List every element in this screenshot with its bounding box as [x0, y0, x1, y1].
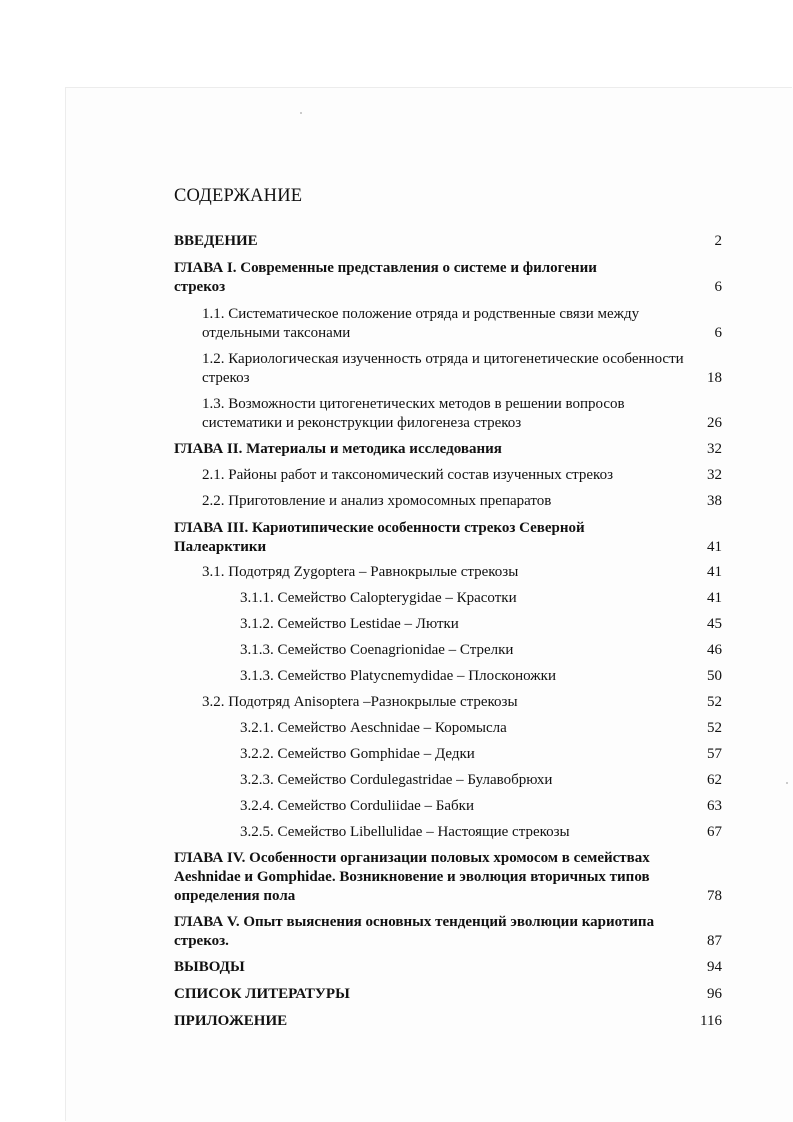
toc-entry-3-2-4: [174, 797, 722, 816]
toc-entry-text: 3.2.5. Семейство Libellulidae – Настоящие стрекозы: [240, 824, 570, 840]
toc-entry-page: 41: [707, 590, 722, 606]
scan-speck: [300, 112, 302, 114]
toc-entry-page: 63: [707, 798, 722, 814]
toc-entry-text: ВЫВОДЫ: [174, 959, 245, 975]
toc-entry-chapter-5: [174, 913, 722, 951]
toc-entry-3-1-2: [174, 615, 722, 634]
toc-entry-page: 32: [707, 441, 722, 457]
toc-entry-text: СПИСОК ЛИТЕРАТУРЫ: [174, 986, 350, 1002]
toc-entry-text: 3.2.4. Семейство Corduliidae – Бабки: [240, 798, 475, 814]
toc-entry-text: 3.2.1. Семейство Aeschnidae – Коромысла: [240, 720, 507, 736]
toc-entry-conclusions: [174, 958, 722, 977]
toc-entry-chapter-2: [174, 440, 722, 459]
toc-entry-text: ГЛАВА IV. Особенности организации половых хромосом в семействах Aeshnidae и Gomphidae. Возникновение и эволюция вторичных типов определения пола: [174, 850, 650, 904]
toc-entry-page: 26: [707, 415, 722, 431]
toc-entry-2-2: [174, 492, 722, 511]
toc-entry-text: 3.2. Подотряд Anisoptera –Разнокрылые стрекозы: [202, 694, 518, 710]
toc-entry-page: 50: [707, 668, 722, 684]
toc-entry-page: 57: [707, 746, 722, 762]
toc-entry-2-1: [174, 466, 722, 485]
toc-entry-3-1-3: [174, 641, 722, 660]
toc-entry-text: 1.3. Возможности цитогенетических методов в решении вопросов систематики и реконструкции филогенеза стрекоз: [202, 396, 625, 431]
toc-entry-page: 46: [707, 642, 722, 658]
toc-entry-introduction: [174, 232, 722, 251]
toc-entry-3-2: [174, 693, 722, 712]
toc-entry-page: 41: [707, 539, 722, 555]
toc-entry-text: 3.1.1. Семейство Calopterygidae – Красотки: [240, 590, 517, 606]
toc-entry-appendix: [174, 1012, 722, 1031]
toc-entry-text: ГЛАВА II. Материалы и методика исследования: [174, 441, 502, 457]
toc-entry-page: 41: [707, 564, 722, 580]
toc-entry-3-2-2: [174, 745, 722, 764]
toc-entry-1-1: [174, 305, 722, 343]
toc-entry-text: ГЛАВА I. Современные представления о системе и филогении стрекоз: [174, 260, 597, 295]
toc-entry-page: 18: [707, 370, 722, 386]
toc-entry-page: 87: [707, 933, 722, 949]
toc-entry-references: [174, 985, 722, 1004]
toc-entry-page: 116: [700, 1013, 722, 1029]
toc-entry-3-2-3: [174, 771, 722, 790]
toc-entry-text: ВВЕДЕНИЕ: [174, 233, 258, 249]
toc-entry-text: ГЛАВА III. Кариотипические особенности стрекоз Северной Палеарктики: [174, 520, 585, 555]
scan-speck: [786, 782, 788, 784]
toc-entry-text: ГЛАВА V. Опыт выяснения основных тенденций эволюции кариотипа стрекоз.: [174, 914, 655, 949]
toc-entry-3-2-1: [174, 719, 722, 738]
toc-entry-page: 38: [707, 493, 722, 509]
page-title: СОДЕРЖАНИЕ: [174, 186, 303, 206]
toc-entry-text: ПРИЛОЖЕНИЕ: [174, 1013, 288, 1029]
toc-entry-3-1: [174, 563, 722, 582]
toc-entry-text: 3.1.3. Семейство Coenagrionidae – Стрелки: [240, 642, 514, 658]
toc-entry-chapter-1: [174, 259, 722, 297]
toc-entry-page: 94: [707, 959, 722, 975]
toc-entry-page: 6: [714, 279, 722, 295]
toc-entry-text: 2.1. Районы работ и таксономический состав изученных стрекоз: [202, 467, 614, 483]
toc-entry-text: 3.2.3. Семейство Cordulegastridae – Булавобрюхи: [240, 772, 553, 788]
toc-entry-1-3: [174, 395, 722, 433]
toc-entry-page: 45: [707, 616, 722, 632]
toc-entry-3-1-1: [174, 589, 722, 608]
toc-entry-text: 3.1. Подотряд Zygoptera – Равнокрылые стрекозы: [202, 564, 519, 580]
toc-entry-text: 3.1.3. Семейство Platycnemydidae – Плосконожки: [240, 668, 556, 684]
toc-entry-text: 1.1. Систематическое положение отряда и родственные связи между отдельными таксонами: [202, 306, 640, 341]
toc-entry-page: 52: [707, 694, 722, 710]
toc-entry-page: 32: [707, 467, 722, 483]
toc-entry-text: 3.1.2. Семейство Lestidae – Лютки: [240, 616, 459, 632]
toc-entry-text: 1.2. Кариологическая изученность отряда и цитогенетические особенности стрекоз: [202, 351, 684, 386]
toc-entry-page: 67: [707, 824, 722, 840]
toc-entry-page: 62: [707, 772, 722, 788]
toc-entry-1-2: [174, 350, 722, 388]
toc-entry-page: 96: [707, 986, 722, 1002]
table-of-contents: [174, 232, 722, 1031]
toc-entry-text: 2.2. Приготовление и анализ хромосомных препаратов: [202, 493, 552, 509]
toc-entry-3-2-5: [174, 823, 722, 842]
toc-entry-chapter-4: [174, 849, 722, 906]
toc-entry-page: 2: [714, 233, 722, 249]
toc-entry-page: 52: [707, 720, 722, 736]
toc-entry-page: 78: [707, 888, 722, 904]
toc-entry-page: 6: [714, 325, 722, 341]
toc-entry-chapter-3: [174, 519, 722, 557]
toc-entry-text: 3.2.2. Семейство Gomphidae – Дедки: [240, 746, 475, 762]
toc-entry-3-1-4: [174, 667, 722, 686]
